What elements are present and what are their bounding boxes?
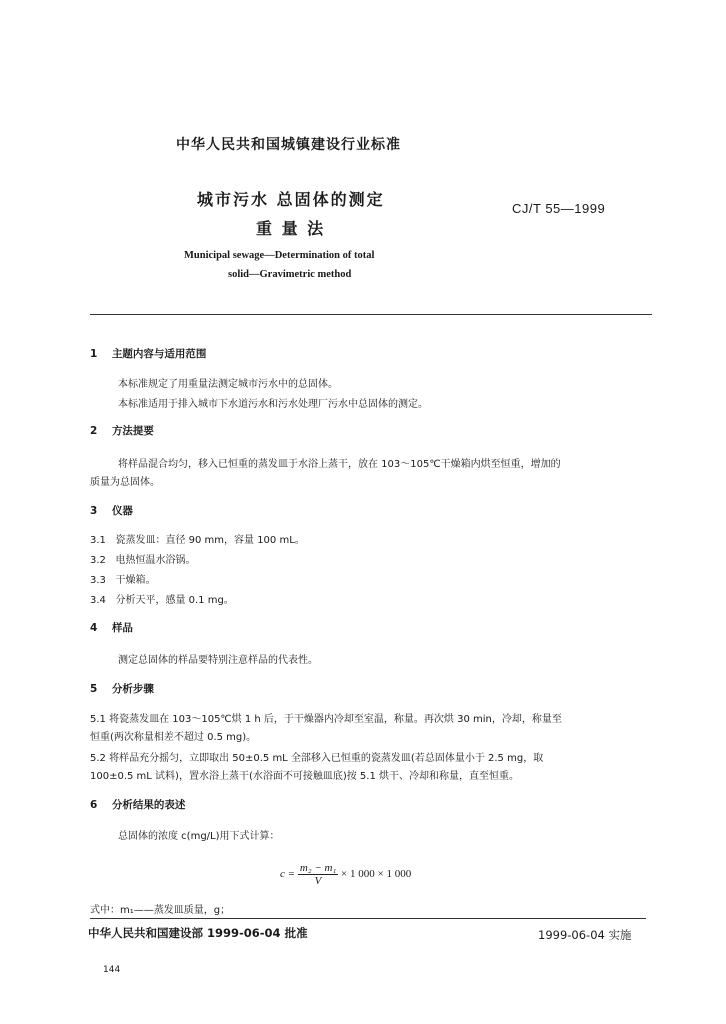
section-number: 2 [90,425,98,437]
formula-numerator: m₂ − m₁ [299,862,337,874]
paragraph: 5.1 将瓷蒸发皿在 103～105℃烘 1 h 后，于干燥器内冷却至室温，称量。再次烘 30 min，冷却，称量至 [90,714,562,725]
paragraph: 100±0.5 mL 试料)，置水浴上蒸干(水浴面不可接触皿底)按 5.1 烘干、冷却和称量，直至恒重。 [90,771,520,782]
list-item: 3.4 分析天平，感量 0.1 mg。 [90,595,234,606]
section-2-heading [90,423,154,438]
paragraph: 本标准适用于排入城市下水道污水和污水处理厂污水中总固体的测定。 [118,399,428,410]
section-number: 3 [90,505,98,517]
formula-lhs: c = [280,868,296,881]
section-1-heading [90,346,206,361]
list-item: 3.1 瓷蒸发皿：直径 90 mm，容量 100 mL。 [90,535,305,546]
issuer-title: 中华人民共和国城镇建设行业标准 [176,137,401,153]
formula-rhs: × 1 000 × 1 000 [341,868,412,881]
formula-fraction [298,862,338,887]
section-6-heading [90,797,185,812]
effective-date: 1999-06-04 实施 [538,928,632,942]
paragraph: 5.2 将样品充分摇匀，立即取出 50±0.5 mL 全部移入已恒重的瓷蒸发皿(若总固体量小于 2.5 mg，取 [90,753,544,764]
approval-line: 中华人民共和国建设部 1999-06-04 批准 [88,926,308,940]
section-number: 6 [90,799,98,811]
where-line: 式中：m₁——蒸发皿质量，g； [90,905,231,916]
english-title-line1: Municipal sewage—Determination of total [184,250,375,261]
standard-title-line2: 重 量 法 [256,219,326,238]
section-title: 分析步骤 [111,683,154,695]
section-number: 5 [90,683,98,695]
section-title: 方法提要 [111,425,154,437]
paragraph: 测定总固体的样品要特别注意样品的代表性。 [118,655,318,666]
section-title: 主题内容与适用范围 [111,348,207,360]
section-title: 分析结果的表述 [111,799,186,811]
formula [280,862,411,887]
formula-denominator: V [314,875,322,887]
page-number: 144 [103,965,121,975]
standard-code: CJ/T 55—1999 [512,201,606,216]
section-3-heading [90,503,133,518]
paragraph: 本标准规定了用重量法测定城市污水中的总固体。 [118,379,338,390]
paragraph: 质量为总固体。 [90,477,160,488]
header-divider [90,314,652,315]
paragraph: 将样品混合均匀，移入已恒重的蒸发皿于水浴上蒸干，放在 103～105℃干燥箱内烘至恒重，增加的 [118,459,561,470]
standard-title-line1: 城市污水 总固体的测定 [197,190,385,209]
paragraph: 恒重(两次称量相差不超过 0.5 mg)。 [90,732,257,743]
section-number: 1 [90,348,98,360]
list-item: 3.3 干燥箱。 [90,575,156,586]
paragraph: 总固体的浓度 c(mg/L)用下式计算： [118,831,280,842]
section-title: 仪器 [111,505,133,517]
section-title: 样品 [111,622,133,634]
english-title-line2: solid—Gravimetric method [228,269,352,280]
section-number: 4 [90,622,98,634]
list-item: 3.2 电热恒温水浴锅。 [90,555,196,566]
section-4-heading [90,620,133,635]
footer-divider [90,918,646,919]
section-5-heading [90,681,154,696]
